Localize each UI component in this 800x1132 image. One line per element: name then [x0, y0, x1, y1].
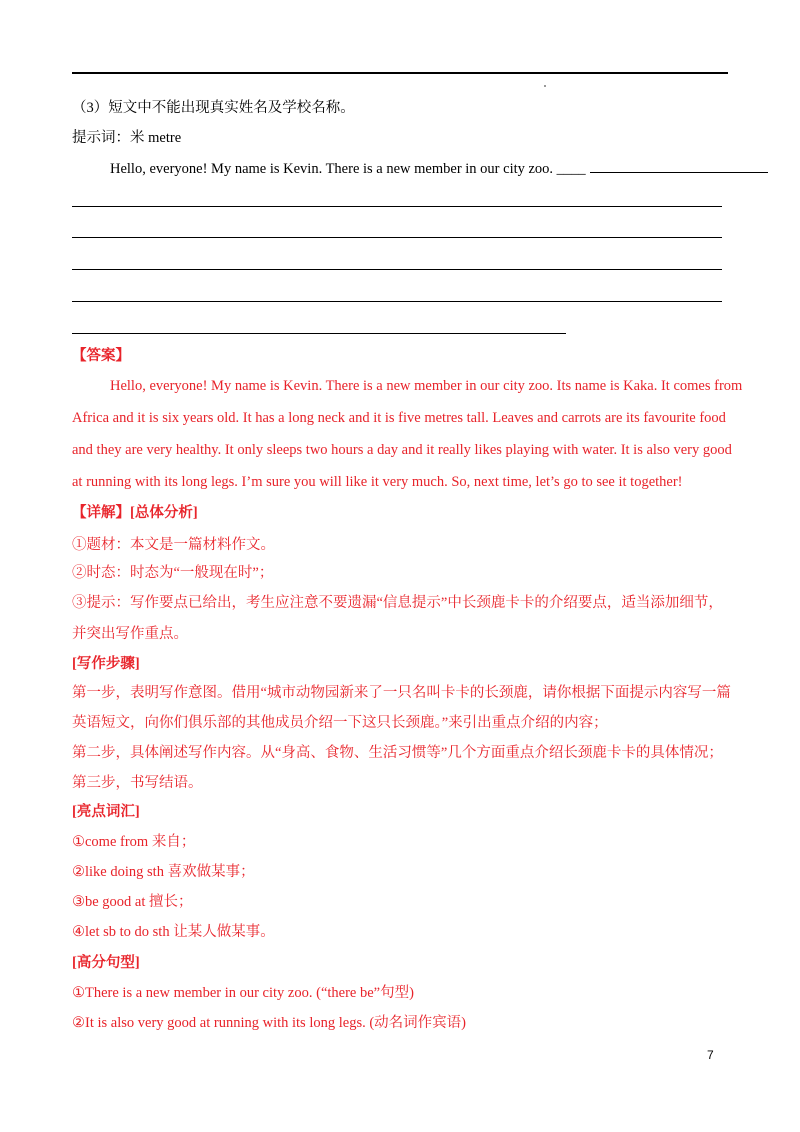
- steps-line: 英语短文，向你们俱乐部的其他成员介绍一下这只长颈鹿。”来引出重点介绍的内容；: [72, 715, 608, 731]
- sentence-item: ②It is also very good at running with its long legs. (动名词作宾语): [72, 1015, 466, 1031]
- analysis-item: 并突出写作重点。: [72, 626, 188, 642]
- answer-blank-inline[interactable]: [590, 158, 768, 173]
- answer-line: and they are very healthy. It only sleeps two hours a day and it really likes playing with water. It is also very good: [72, 442, 732, 458]
- sentence-item: ①There is a new member in our city zoo. (“there be”句型): [72, 985, 414, 1001]
- answer-line: Africa and it is six years old. It has a long neck and it is five metres tall. Leaves and carrots are its favourite food: [72, 410, 726, 426]
- vocab-item: ④let sb to do sth 让某人做某事。: [72, 924, 275, 940]
- vocab-item: ①come from 来自；: [72, 834, 196, 850]
- vocab-item: ③be good at 擅长；: [72, 894, 193, 910]
- steps-line: 第三步，书写结语。: [72, 775, 203, 791]
- steps-line: 第一步，表明写作意图。借用“城市动物园新来了一只名叫卡卡的长颈鹿，请你根据下面提示内容写一篇: [72, 685, 731, 701]
- answer-line: Hello, everyone! My name is Kevin. There is a new member in our city zoo. Its name is Kaka. It comes from: [110, 378, 743, 394]
- hint-text: 提示词：米 metre: [72, 130, 182, 146]
- analysis-label: 【详解】[总体分析]: [72, 505, 198, 521]
- analysis-item: ③提示：写作要点已给出，考生应注意不要遗漏“信息提示”中长颈鹿卡卡的介绍要点，适当添加细节，: [72, 595, 723, 611]
- steps-line: 第二步，具体阐述写作内容。从“身高、食物、生活习惯等”几个方面重点介绍长颈鹿卡卡的具体情况；: [72, 745, 723, 761]
- header-dot: [544, 85, 546, 87]
- vocab-label: [亮点词汇]: [72, 804, 140, 820]
- sentences-label: [高分句型]: [72, 955, 140, 971]
- writing-line[interactable]: [72, 206, 722, 207]
- analysis-item: ①题材：本文是一篇材料作文。: [72, 537, 275, 553]
- answer-label: 【答案】: [72, 348, 130, 364]
- start-sentence: [110, 158, 768, 179]
- analysis-item: ②时态：时态为“一般现在时”；: [72, 565, 274, 581]
- answer-line: at running with its long legs. I’m sure you will like it very much. So, next time, let’s go to see it together!: [72, 474, 683, 490]
- requirement-3: （3）短文中不能出现真实姓名及学校名称。: [72, 100, 355, 116]
- writing-line[interactable]: [72, 237, 722, 238]
- start-sentence-text: Hello, everyone! My name is Kevin. There is a new member in our city zoo. ____: [110, 161, 586, 177]
- writing-line[interactable]: [72, 301, 722, 302]
- header-rule: [72, 72, 728, 74]
- vocab-item: ②like doing sth 喜欢做某事；: [72, 864, 255, 880]
- steps-label: [写作步骤]: [72, 656, 140, 672]
- writing-line[interactable]: [72, 333, 566, 334]
- page-number: 7: [707, 1048, 714, 1062]
- writing-line[interactable]: [72, 269, 722, 270]
